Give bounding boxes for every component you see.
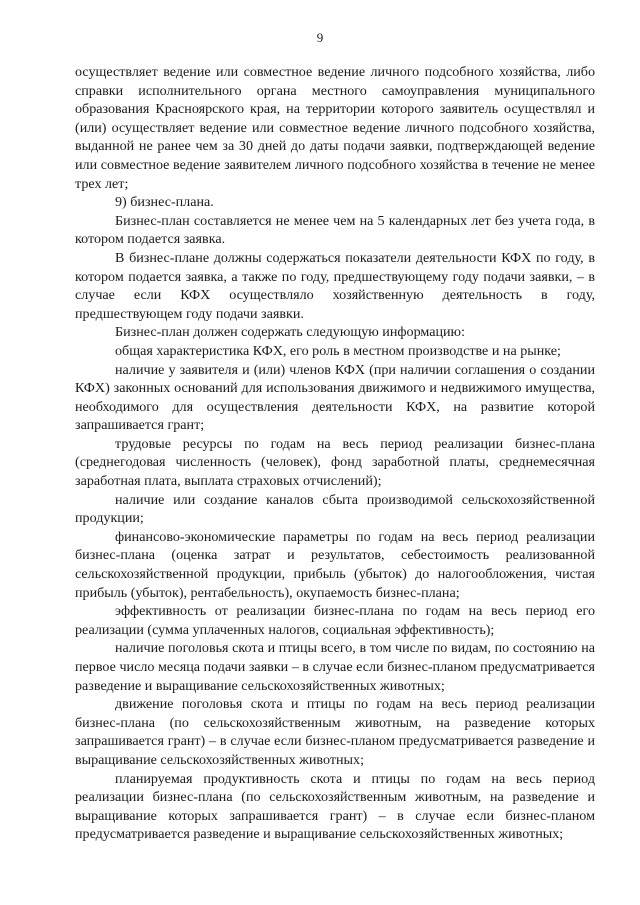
- paragraph-9: наличие или создание каналов сбыта производимой сельскохозяйственной продукции;: [75, 491, 595, 527]
- paragraph-1: осуществляет ведение или совместное ведение личного подсобного хозяйства, либо справки исполнительного органа местного самоуправления муниципального образования Красноярского края, на территории которого заявитель осуществлял и (или) осуществляет ведение или совместное ведение личного подсобного хозяйства, выданной не ранее чем за 30 дней до даты подачи заявки, подтверждающей ведение или совместное ведение заявителем личного подсобного хозяйства в течение не менее трех лет;: [75, 64, 595, 192]
- paragraph-6: общая характеристика КФХ, его роль в местном производстве и на рынке;: [115, 342, 561, 359]
- paragraph-12: наличие поголовья скота и птицы всего, в том числе по видам, по состоянию на первое число месяца подачи заявки – в случае если бизнес-планом предусматривается разведение и выращивание сельскохозяйственных животных;: [75, 640, 595, 694]
- paragraph-11: эффективность от реализации бизнес-плана по годам на весь период его реализации (сумма уплаченных налогов, социальная эффективность);: [75, 603, 595, 638]
- paragraph-10: финансово-экономические параметры по годам на весь период реализации бизнес-плана (оценка затрат и результатов, себестоимость реализованной сельскохозяйственной продукции, прибыль (убыток) до налогообложения, чистая прибыль (убыток), рентабельность), окупаемость бизнес-плана;: [75, 528, 595, 601]
- paragraph-2: 9) бизнес-плана.: [115, 194, 214, 211]
- paragraph-7: наличие у заявителя и (или) членов КФХ (при наличии соглашения о создании КФХ) законных оснований для использования движимого и недвижимого имущества, необходимого для осуществления деятельности КФХ, на развитие которой запрашивается грант;: [75, 361, 595, 434]
- paragraph-14: планируемая продуктивность скота и птицы по годам на весь период реализации бизнес-плана (по сельскохозяйственным животным, на разведение и выращивание которых запрашивается грант) – в случае если бизнес-планом предусматривается разведение и выращивание сельскохозяйственных животных;: [75, 770, 595, 843]
- paragraph-3: Бизнес-план составляется не менее чем на 5 календарных лет без учета года, в котором подается заявка.: [75, 212, 595, 248]
- document-body: [75, 63, 595, 844]
- paragraph-5: Бизнес-план должен содержать следующую информацию:: [115, 324, 466, 341]
- paragraph-4: В бизнес-плане должны содержаться показатели деятельности КФХ по году, в котором подается заявка, а также по году, предшествующему году подачи заявки, – в случае если КФХ осуществляло хозяйственную деятельность в году, предшествующем году подачи заявки.: [75, 249, 595, 322]
- page-number: 9: [316, 30, 324, 45]
- paragraph-13: движение поголовья скота и птицы по годам на весь период реализации бизнес-плана (по сельскохозяйственным животным, на разведение которых запрашивается грант) – в случае если бизнес-планом предусматривается разведение и выращивание сельскохозяйственных животных;: [75, 696, 595, 768]
- paragraph-8: трудовые ресурсы по годам на весь период реализации бизнес-плана (среднегодовая численность (человек), фонд заработной платы, среднемесячная заработная плата, выплата страховых отчислений);: [75, 435, 595, 490]
